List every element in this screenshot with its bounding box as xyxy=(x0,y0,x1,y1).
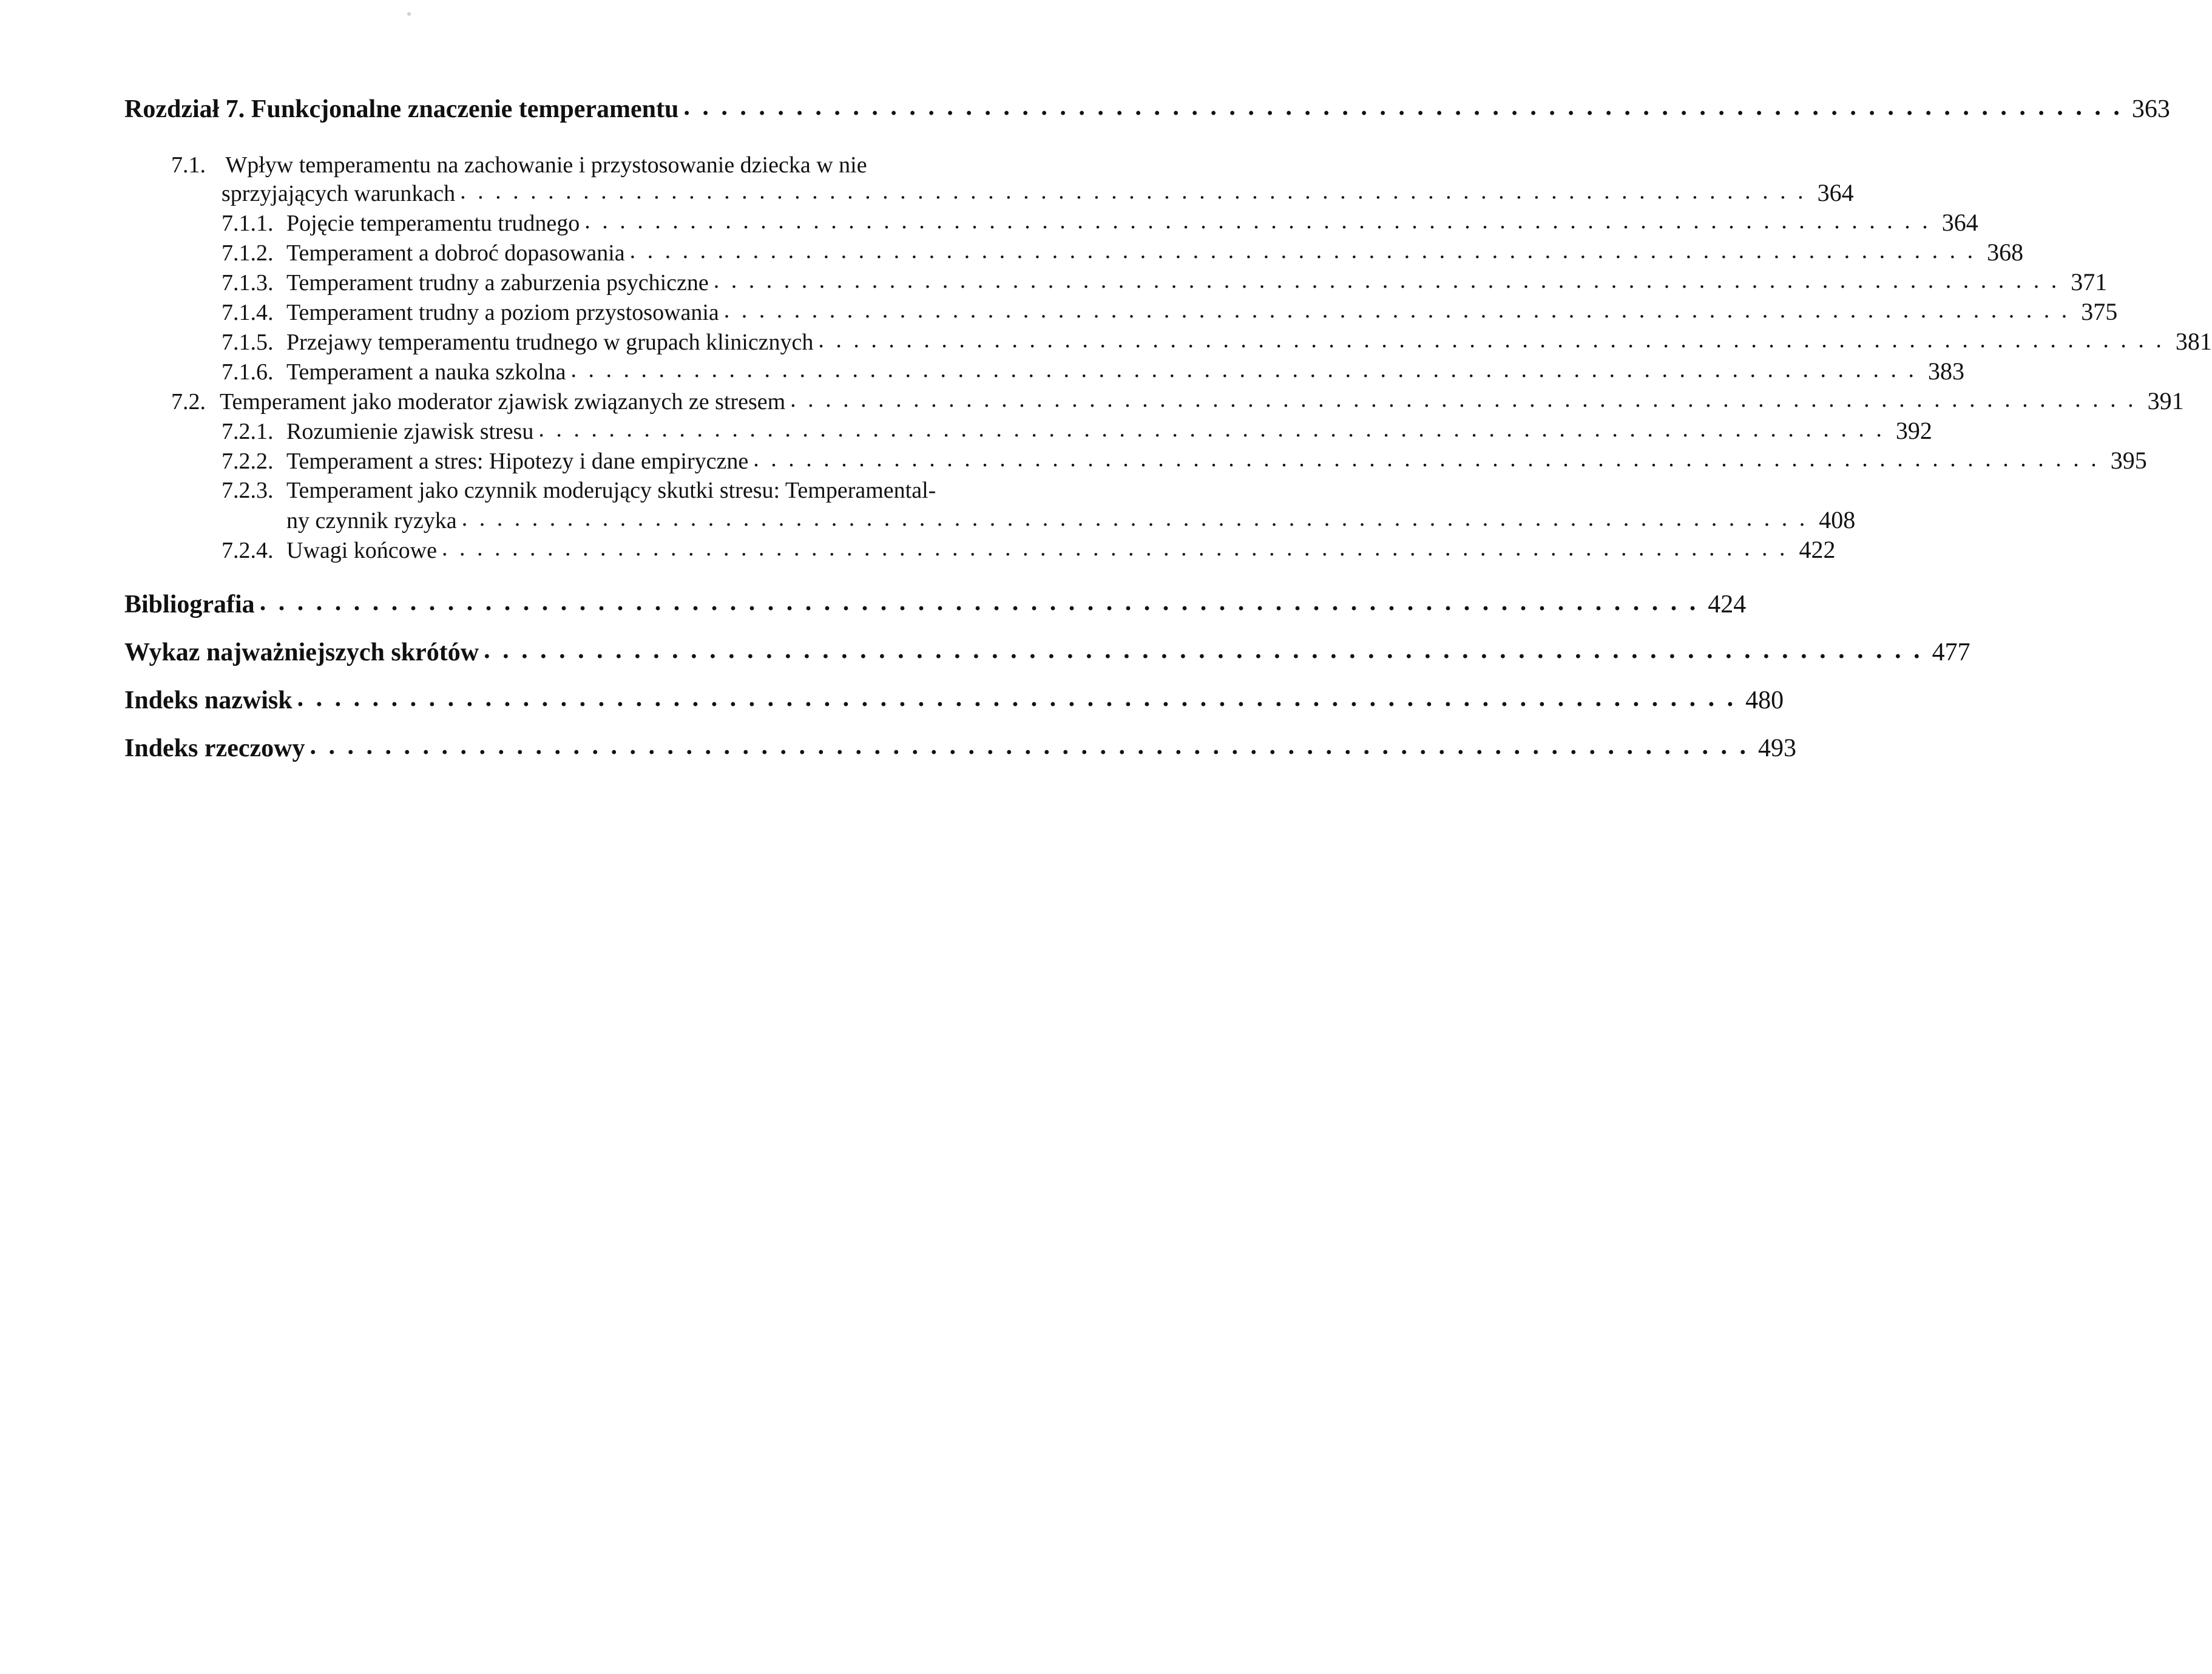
entry-title: Pojęcie temperamentu trudnego xyxy=(286,211,580,236)
back-matter-page: 493 xyxy=(1757,734,1796,762)
entry-page: 395 xyxy=(2110,447,2147,474)
back-matter-title: Wykaz najważniejszych skrótów xyxy=(124,639,479,666)
dot-leader xyxy=(724,295,2071,325)
entry-number: 7.1.2. xyxy=(222,240,274,266)
toc-entry-7-2-4[interactable] xyxy=(222,535,1836,565)
entry-page: 381 xyxy=(2175,328,2212,355)
toc-indeks-rzeczowy[interactable] xyxy=(124,730,1796,767)
entry-title-line1: Temperament jako czynnik moderujący skutki stresu: Temperamental- xyxy=(286,478,936,503)
toc-entry-7-1-1[interactable] xyxy=(222,208,1978,238)
entry-title: Temperament a dobroć dopasowania xyxy=(286,240,625,266)
toc-indeks-nazwisk[interactable] xyxy=(124,682,1784,719)
back-matter-title: Bibliografia xyxy=(124,591,255,618)
toc-entry-7-2-3[interactable] xyxy=(222,475,936,506)
entry-number: 7.2.4. xyxy=(222,538,274,563)
entry-title: Temperament jako moderator zjawisk związanych ze stresem xyxy=(220,389,786,415)
entry-title-line2: sprzyjających warunkach xyxy=(222,181,456,206)
entry-title: Temperament a stres: Hipotezy i dane empiryczne xyxy=(286,449,749,474)
entry-page: 391 xyxy=(2147,387,2184,415)
back-matter-page: 477 xyxy=(1932,639,1970,666)
dot-leader xyxy=(297,680,1737,716)
toc-entry-7-2-3-cont[interactable] xyxy=(286,505,1856,535)
toc-entry-7-1-cont[interactable] xyxy=(222,178,1854,208)
toc-entry-7-1-3[interactable] xyxy=(222,267,2108,297)
dot-leader xyxy=(260,584,1699,620)
toc-entry-7-1-6[interactable] xyxy=(222,356,1965,387)
entry-number: 7.1. xyxy=(171,152,206,178)
dot-leader xyxy=(484,632,1923,668)
entry-title: Temperament trudny a poziom przystosowania xyxy=(286,300,719,325)
entry-page: 408 xyxy=(1819,506,1856,534)
entry-number: 7.1.6. xyxy=(222,359,274,385)
entry-title-line1: Wpływ temperamentu na zachowanie i przystosowanie dziecka w nie xyxy=(225,152,867,178)
entry-number: 7.2.2. xyxy=(222,449,274,474)
dot-leader xyxy=(584,206,1931,236)
dot-leader xyxy=(753,444,2100,474)
dot-leader xyxy=(309,728,1749,764)
entry-page: 422 xyxy=(1799,536,1836,563)
entry-page: 375 xyxy=(2081,298,2118,325)
dot-leader xyxy=(630,236,1977,266)
dot-leader xyxy=(460,176,1807,206)
entry-title: Uwagi końcowe xyxy=(286,538,437,563)
dot-leader xyxy=(818,325,2165,355)
entry-number: 7.2.1. xyxy=(222,419,274,444)
back-matter-title: Indeks nazwisk xyxy=(124,686,293,714)
back-matter-title: Indeks rzeczowy xyxy=(124,734,305,762)
dot-leader xyxy=(714,265,2060,296)
chapter-title: Rozdział 7. Funkcjonalne znaczenie temperamentu xyxy=(124,95,679,123)
toc-entry-7-2-2[interactable] xyxy=(222,446,2147,476)
back-matter-page: 480 xyxy=(1745,686,1784,714)
entry-number: 7.1.4. xyxy=(222,300,274,325)
entry-page: 364 xyxy=(1817,179,1854,206)
entry-title: Temperament a nauka szkolna xyxy=(286,359,566,385)
toc-entry-7-1-2[interactable] xyxy=(222,237,2024,268)
entry-number: 7.2.3. xyxy=(222,478,274,503)
toc-chapter-7[interactable] xyxy=(124,94,2170,124)
toc-entry-7-1-4[interactable] xyxy=(222,297,2118,327)
toc-entry-7-1-5[interactable] xyxy=(222,327,2212,357)
chapter-page: 363 xyxy=(2131,95,2170,123)
dot-leader xyxy=(790,384,2137,415)
entry-title: Temperament trudny a zaburzenia psychiczne xyxy=(286,270,709,296)
entry-number: 7.1.5. xyxy=(222,330,274,355)
back-matter-page: 424 xyxy=(1708,591,1747,618)
dot-leader xyxy=(462,503,1808,534)
scan-speck xyxy=(407,12,411,16)
entry-page: 364 xyxy=(1941,209,1978,236)
entry-page: 392 xyxy=(1895,417,1932,444)
entry-number: 7.1.3. xyxy=(222,270,274,296)
entry-page: 368 xyxy=(1987,239,2024,266)
entry-page: 383 xyxy=(1928,358,1965,385)
dot-leader xyxy=(538,414,1885,444)
toc-entry-7-2[interactable] xyxy=(171,386,2184,416)
entry-title: Przejawy temperamentu trudnego w grupach klinicznych xyxy=(286,330,814,355)
dot-leader xyxy=(442,533,1788,563)
entry-page: 371 xyxy=(2071,268,2108,296)
entry-title-line2: ny czynnik ryzyka xyxy=(286,508,457,534)
entry-number: 7.1.1. xyxy=(222,211,274,236)
dot-leader xyxy=(683,92,2123,122)
toc-wykaz-skrotow[interactable] xyxy=(124,634,1970,671)
entry-number: 7.2. xyxy=(171,389,206,415)
dot-leader xyxy=(571,354,1918,385)
toc-bibliografia[interactable] xyxy=(124,586,1747,623)
entry-title: Rozumienie zjawisk stresu xyxy=(286,419,534,444)
toc-entry-7-2-1[interactable] xyxy=(222,416,1932,446)
